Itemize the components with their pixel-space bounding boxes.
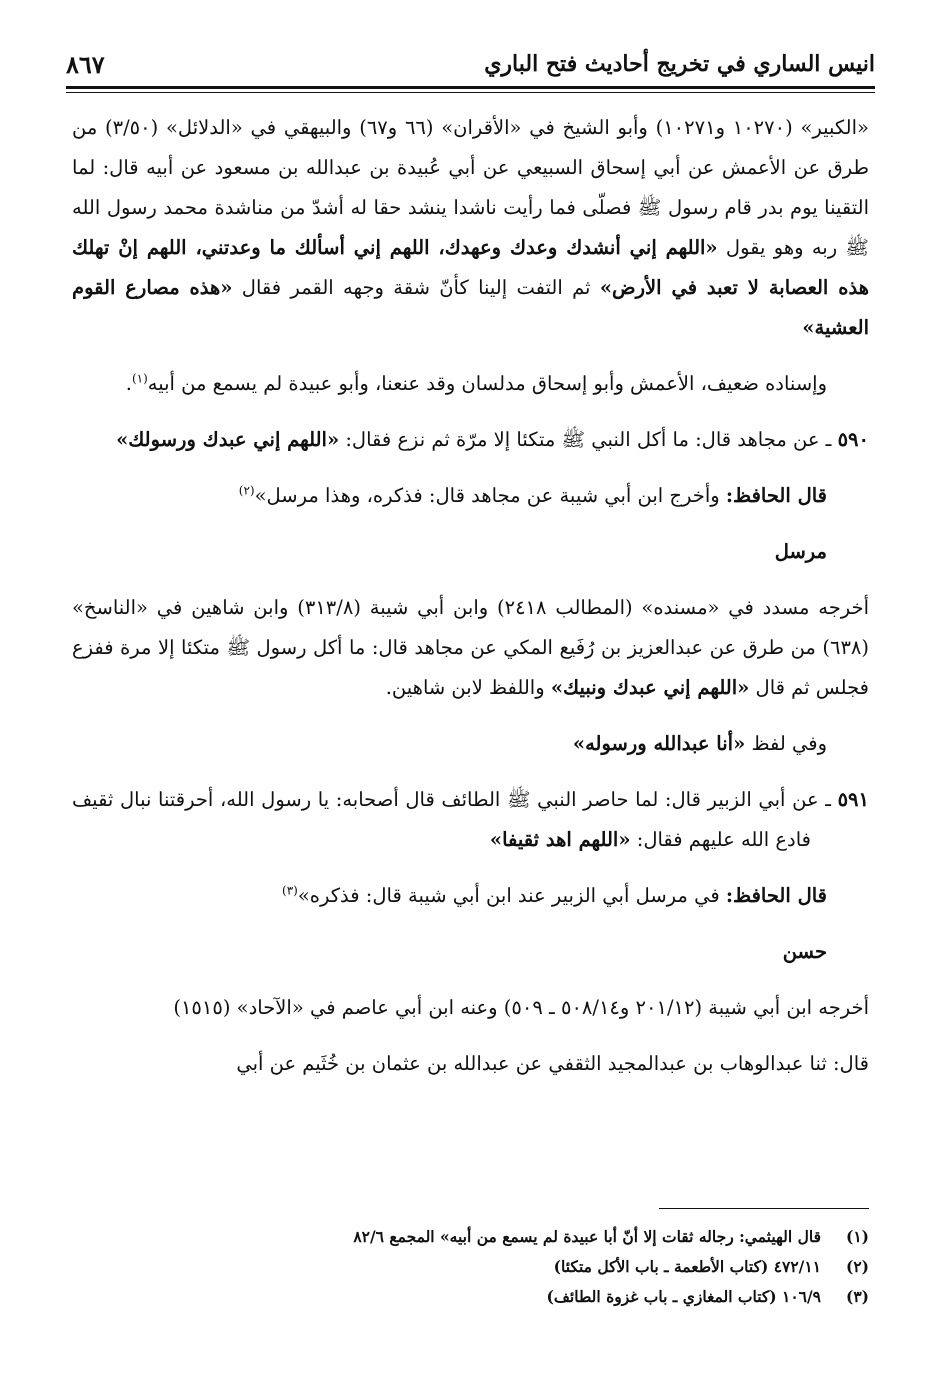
para1-quote-2: «هذه مصارع القوم العشية» — [72, 276, 869, 339]
para2-end: . — [125, 372, 132, 395]
hafiz-label-1: قال الحافظ: — [725, 484, 827, 507]
header-rule-thin — [66, 92, 875, 93]
footnote-3 — [72, 1282, 869, 1312]
paragraph-takhrij-591: أخرجه ابن أبي شيبة (٢٠١/١٢ و٥٠٨/١٤ ـ ٥٠٩) وعنه ابن أبي عاصم في «الآحاد» (١٥١٥) — [173, 996, 869, 1019]
paragraph-takhrij-590 — [72, 588, 869, 708]
hadith-591-number: ٥٩١ — [837, 788, 869, 811]
footnote-text: قال الهيثمي: رجاله ثقات إلا أنّ أبا عبيدة لم يسمع من أبيه» المجمع ٨٢/٦ — [353, 1227, 821, 1246]
para1-quote-1: «اللهم إني أنشدك وعدك وعهدك، اللهم إني أسألك ما وعدتني، اللهم إنْ تهلك هذه العصابة لا تعبد في الأرض» — [72, 236, 869, 299]
para4-text: وفي لفظ — [745, 732, 827, 755]
footnote-ref-1: (١) — [131, 371, 148, 386]
page-number: ٨٦٧ — [66, 49, 105, 79]
grade-heading-2: حسن — [782, 940, 827, 963]
para2-text: وإسناده ضعيف، الأعمش وأبو إسحاق مدلسان وقد عنعنا، وأبو عبيدة لم يسمع من أبيه — [147, 372, 827, 395]
paragraph-isnad-591: قال: ثنا عبدالوهاب بن عبدالمجيد الثقفي عن عبدالله بن عثمان بن خُثَيم عن أبي — [236, 1052, 869, 1075]
header-rule-thick — [66, 86, 875, 89]
footnote-ref-3: (٣) — [282, 883, 298, 898]
footnote-1 — [72, 1222, 869, 1252]
hadith-590-quote: «اللهم إني عبدك ورسولك» — [116, 428, 340, 451]
footnote-text: ١٠٦/٩ (كتاب المغازي ـ باب غزوة الطائف) — [546, 1287, 821, 1306]
hafiz-text-1: وأخرج ابن أبي شيبة عن مجاهد قال: فذكره، وهذا مرسل» — [254, 484, 726, 507]
paragraph-continuation — [72, 108, 869, 348]
grade-heading-1: مرسل — [774, 540, 827, 563]
footnote-text: ٤٧٢/١١ (كتاب الأطعمة ـ باب الأكل متكئا) — [553, 1257, 821, 1276]
para1-text-1: «الكبير» (١٠٢٧٠ و١٠٢٧١) وأبو الشيخ في «الأقران» (٦٦ و٦٧) والبيهقي في «الدلائل» (٣/٥٠) من طرق عن الأعمش عن أبي إسحاق السبيعي عن أبي عُبيدة بن عبدالله بن مسعود عن أبيه قال: لما التقينا يوم بدر قام رسول ﷺ فصلّى فما رأيت ناشدا ينشد حقا له أشدّ من مناشدة محمد رسول الله ﷺ ربه وهو يقول — [72, 116, 869, 259]
hadith-590-text: ـ عن مجاهد قال: ما أكل النبي ﷺ متكئا إلا مرّة ثم نزع فقال: — [339, 428, 838, 451]
footnote-ref-2: (٢) — [238, 483, 255, 498]
footnote-separator — [659, 1208, 869, 1209]
running-header — [66, 42, 875, 86]
footnote-2 — [72, 1252, 869, 1282]
hafiz-text-2: في مرسل أبي الزبير عند ابن أبي شيبة قال: فذكره» — [297, 884, 726, 907]
book-title: انيس الساري في تخريج أحاديث فتح الباري — [484, 51, 875, 77]
hadith-591 — [72, 780, 869, 860]
footnotes — [72, 1222, 869, 1312]
footnote-number: (٣) — [845, 1287, 869, 1306]
hadith-591-quote: «اللهم اهد ثقيفا» — [489, 828, 631, 851]
footnote-number: (٢) — [845, 1257, 869, 1276]
para3-text-1: أخرجه مسدد في «مسنده» (المطالب ٢٤١٨) وابن أبي شيبة (٣١٣/٨) وابن شاهين في «الناسخ» (٦٣٨) من طرق عن عبدالعزيز بن رُفَيع المكي عن مجاهد قال: ما أكل رسول ﷺ متكئا إلا مرة ففزع فجلس ثم قال — [72, 596, 869, 699]
para4-quote: «أنا عبدالله ورسوله» — [572, 732, 746, 755]
para1-text-2: ثم التفت إلينا كأنّ شقة وجهه القمر فقال — [232, 276, 600, 299]
hadith-591-text: ـ عن أبي الزبير قال: لما حاصر النبي ﷺ الطائف قال أصحابه: يا رسول الله، أحرقتنا نبال ثقيف فادع الله عليهم فقال: — [72, 788, 838, 851]
main-text — [72, 108, 869, 1100]
hadith-590-number: ٥٩٠ — [837, 428, 869, 451]
hafiz-label-2: قال الحافظ: — [725, 884, 827, 907]
para3-text-2: واللفظ لابن شاهين. — [385, 676, 551, 699]
hadith-590 — [72, 420, 869, 460]
hafiz-comment-2 — [72, 876, 869, 916]
footnote-number: (١) — [845, 1227, 869, 1246]
paragraph-isnad-note — [72, 364, 869, 404]
paragraph-other-wording — [72, 724, 869, 764]
para3-quote: «اللهم إني عبدك ونبيك» — [550, 676, 750, 699]
hafiz-comment-1 — [72, 476, 869, 516]
